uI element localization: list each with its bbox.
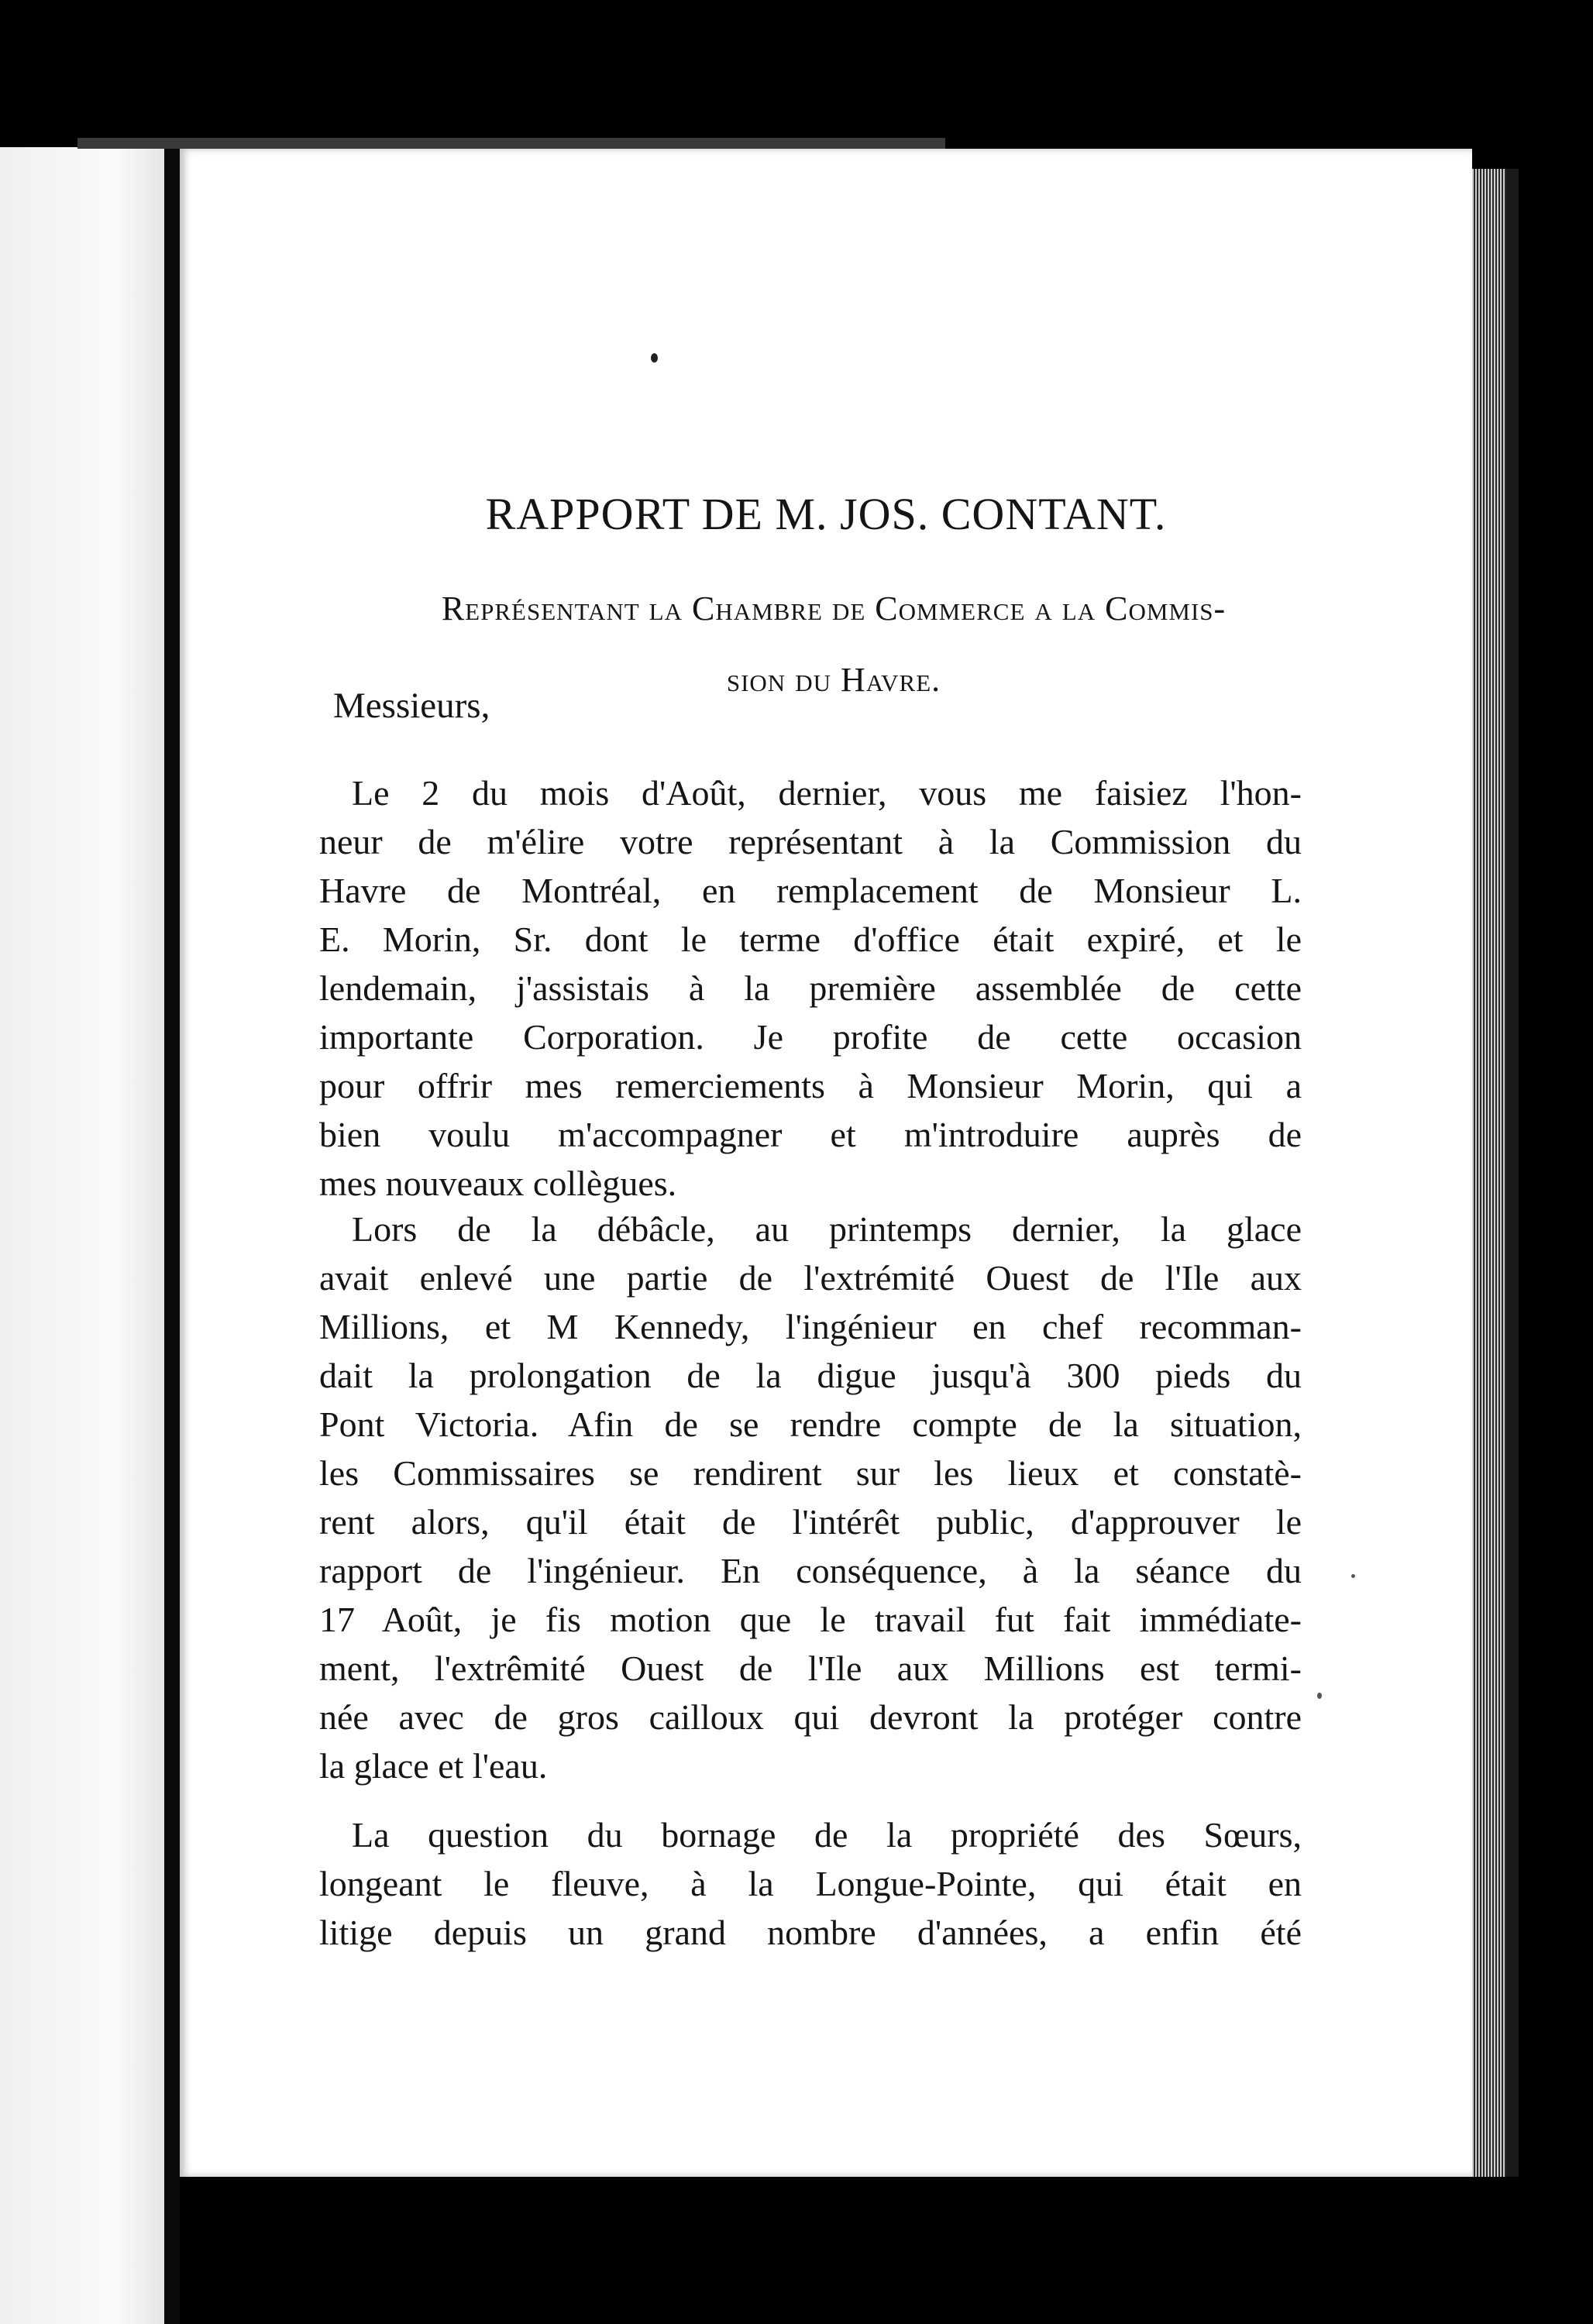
- top-page-edge: [77, 138, 945, 149]
- left-facing-page: [0, 147, 164, 2324]
- ink-speck: [651, 353, 658, 363]
- text-line: neur de m'élire votre représentant à la Commission du: [319, 822, 1302, 861]
- text-line: avait enlevé une partie de l'extrémité Ouest de l'Ile aux: [319, 1258, 1302, 1298]
- text-line: ment, l'extrêmité Ouest de l'Ile aux Millions est termi-: [319, 1648, 1302, 1688]
- paragraph-2: [319, 1205, 1302, 1790]
- text-line: La question du bornage de la propriété des Sœurs,: [352, 1815, 1302, 1855]
- ink-speck: [1317, 1693, 1322, 1699]
- text-line: importante Corporation. Je profite de cette occasion: [319, 1017, 1302, 1057]
- text-line: mes nouveaux collègues.: [319, 1164, 677, 1203]
- paragraph-3: [319, 1810, 1302, 1957]
- text-line: Pont Victoria. Afin de se rendre compte de la situation,: [319, 1404, 1302, 1444]
- text-line: Le 2 du mois d'Août, dernier, vous me faisiez l'hon-: [352, 773, 1302, 813]
- report-title: RAPPORT DE M. JOS. CONTANT.: [485, 489, 1167, 539]
- page-edge-shadow: [1506, 169, 1519, 2177]
- subtitle-line-1: Représentant la Chambre de Commerce a la Commis-: [441, 590, 1227, 627]
- subtitle-line-2: sion du Havre.: [726, 661, 941, 699]
- text-line: Lors de la débâcle, au printemps dernier, la glace: [352, 1209, 1302, 1249]
- text-line: Havre de Montréal, en remplacement de Monsieur L.: [319, 871, 1302, 910]
- text-line: pour offrir mes remerciements à Monsieur Morin, qui a: [319, 1066, 1302, 1105]
- text-line: lendemain, j'assistais à la première assemblée de cette: [319, 968, 1302, 1008]
- text-line: longeant le fleuve, à la Longue-Pointe, qui était en: [319, 1864, 1302, 1903]
- text-line: née avec de gros cailloux qui devront la protéger contre: [319, 1697, 1302, 1737]
- paragraph-1: [319, 768, 1302, 1208]
- page-edge-stack: [1472, 169, 1506, 2177]
- text-line: E. Morin, Sr. dont le terme d'office était expiré, et le: [319, 920, 1302, 959]
- text-line: la glace et l'eau.: [319, 1746, 548, 1786]
- text-line: litige depuis un grand nombre d'années, a enfin été: [319, 1913, 1302, 1952]
- ink-speck: [1351, 1574, 1355, 1578]
- text-line: 17 Août, je fis motion que le travail fut fait immédiate-: [319, 1600, 1302, 1639]
- text-line: rapport de l'ingénieur. En conséquence, à la séance du: [319, 1551, 1302, 1590]
- book-gutter: [164, 139, 180, 2324]
- salutation: Messieurs,: [333, 686, 490, 726]
- text-line: rent alors, qu'il était de l'intérêt public, d'approuver le: [319, 1502, 1302, 1542]
- text-line: Millions, et M Kennedy, l'ingénieur en chef recomman-: [319, 1307, 1302, 1346]
- text-line: bien voulu m'accompagner et m'introduire auprès de: [319, 1115, 1302, 1154]
- text-line: les Commissaires se rendirent sur les lieux et constatè-: [319, 1453, 1302, 1493]
- text-line: dait la prolongation de la digue jusqu'à 300 pieds du: [319, 1356, 1302, 1395]
